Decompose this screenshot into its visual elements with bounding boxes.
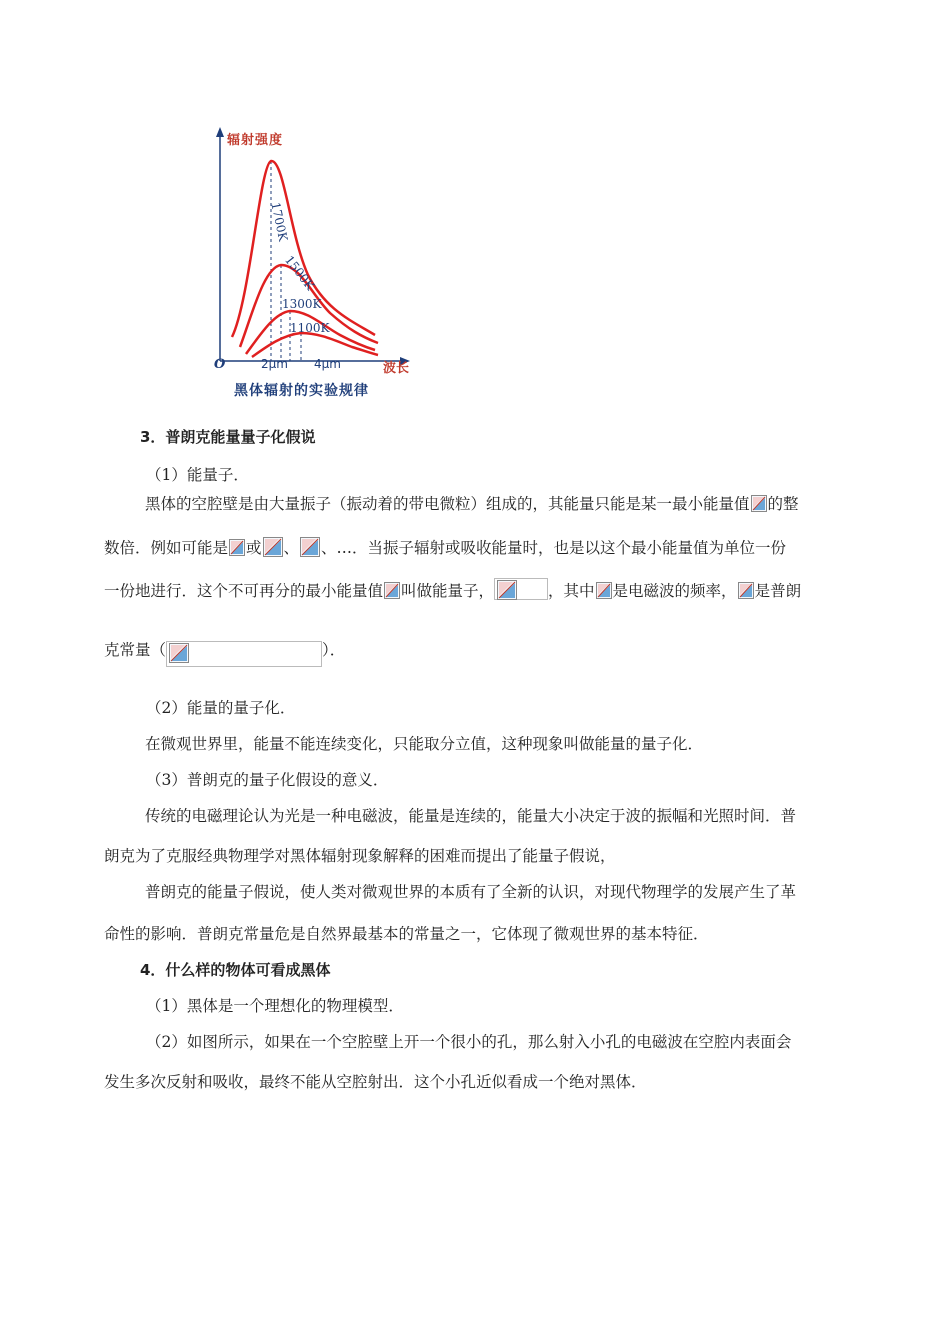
y-axis-arrow xyxy=(216,127,224,137)
s3-p1-label: （1）能量子． xyxy=(146,466,249,484)
broken-image-icon xyxy=(384,582,400,599)
formula-image-box xyxy=(494,578,548,600)
s3-p3-line4: 命性的影响．普朗克常量危是自然界最基本的常量之一，它体现了微观世界的基本特征． xyxy=(104,925,709,943)
planck-constant-image-box xyxy=(166,641,322,667)
tick-label-2um: 2μm xyxy=(261,357,288,371)
text-span: 的整 xyxy=(767,495,799,513)
broken-image-icon xyxy=(300,537,320,557)
broken-image-icon xyxy=(751,495,767,512)
text-span: 、 xyxy=(283,539,300,557)
text-span: 、…．当振子辐射或吸收能量时，也是以这个最小能量值为单位一份 xyxy=(321,539,787,557)
curve-label-1500k: 1500K xyxy=(281,253,318,293)
origin-label: O xyxy=(214,357,226,372)
s3-p1-line1 xyxy=(145,494,799,514)
s4-p2-line1: （2）如图所示，如果在一个空腔壁上开一个很小的孔，那么射入小孔的电磁波在空腔内表面会 xyxy=(146,1033,792,1051)
text-span: 克常量（ xyxy=(104,641,167,659)
curve-label-1300k: 1300K xyxy=(282,297,322,311)
figure-caption: 黑体辐射的实验规律 xyxy=(234,383,369,399)
text-span: 一份地进行．这个不可再分的最小能量值 xyxy=(104,582,384,600)
curve-label-1100k: 1100K xyxy=(290,321,330,335)
s3-p2-label: （2）能量的量子化． xyxy=(146,699,296,717)
text-span: ，其中 xyxy=(548,582,595,600)
broken-image-icon xyxy=(169,643,189,663)
broken-image-icon xyxy=(596,582,612,599)
broken-image-icon xyxy=(229,539,245,556)
text-span: ）． xyxy=(322,641,346,659)
s3-p1-line4 xyxy=(104,640,345,667)
section-3-heading: 3．普朗克能量量子化假说 xyxy=(140,428,316,446)
text-span: 或 xyxy=(246,539,262,557)
broken-image-icon xyxy=(738,582,754,599)
section-4-heading: 4．什么样的物体可看成黑体 xyxy=(140,961,331,979)
s3-p2-text: 在微观世界里，能量不能连续变化，只能取分立值，这种现象叫做能量的量子化． xyxy=(145,735,704,753)
s3-p3-line1: 传统的电磁理论认为光是一种电磁波，能量是连续的，能量大小决定于波的振幅和光照时间．普 xyxy=(145,807,797,825)
x-axis-title: 波长 xyxy=(383,361,410,376)
broken-image-icon xyxy=(263,537,283,557)
text-span: 叫做能量子， xyxy=(401,582,495,600)
text-span: 数倍．例如可能是 xyxy=(104,539,229,557)
curve-label-1700k: 1700K xyxy=(268,201,291,243)
text-span: 是电磁波的频率， xyxy=(612,582,737,600)
text-span: 黑体的空腔壁是由大量振子（振动着的带电微粒）组成的，其能量只能是某一最小能量值 xyxy=(145,495,750,513)
s3-p3-line2: 朗克为了克服经典物理学对黑体辐射现象解释的困难而提出了能量子假说， xyxy=(104,847,616,865)
s3-p3-line3: 普朗克的能量子假说，使人类对微观世界的本质有了全新的认识，对现代物理学的发展产生了革 xyxy=(145,883,797,901)
s3-p1-line3 xyxy=(104,578,801,601)
y-axis-title: 辐射强度 xyxy=(227,133,284,148)
broken-image-icon xyxy=(497,580,517,600)
s4-p1: （1）黑体是一个理想化的物理模型． xyxy=(146,997,404,1015)
blackbody-radiation-figure xyxy=(200,125,430,405)
s3-p1-line2 xyxy=(104,537,786,558)
s4-p2-line2: 发生多次反射和吸收，最终不能从空腔射出．这个小孔近似看成一个绝对黑体． xyxy=(104,1073,647,1091)
s3-p3-label: （3）普朗克的量子化假设的意义． xyxy=(146,771,389,789)
tick-label-4um: 4μm xyxy=(314,357,341,371)
text-span: 是普朗 xyxy=(754,582,802,600)
